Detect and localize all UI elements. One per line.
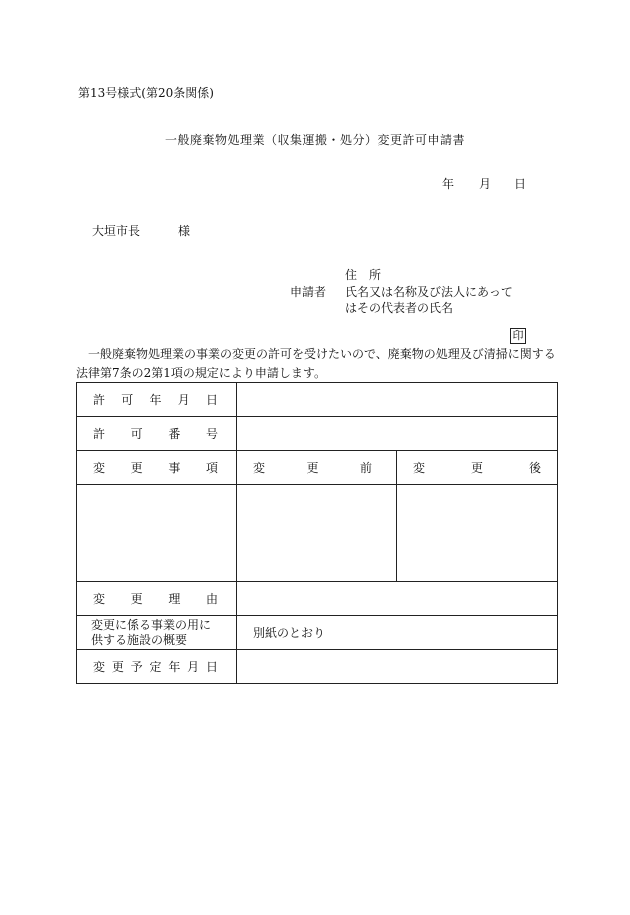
statement-text: 一般廃棄物処理業の事業の変更の許可を受けたいので、廃棄物の処理及び清掃に関する法律第7条の2第1項の規定により申請します。 <box>76 347 556 380</box>
date-month-label: 月 <box>479 177 492 191</box>
facility-label-line1: 変更に係る事業の用に <box>91 617 212 632</box>
label-char: 更 <box>470 461 483 475</box>
seal-mark: 印 <box>510 328 526 344</box>
date-day-label: 日 <box>514 177 527 191</box>
permit-date-field[interactable] <box>237 383 558 417</box>
label-char: 変 <box>253 461 266 475</box>
label-char: 号 <box>205 427 218 441</box>
table-row <box>77 582 558 616</box>
label-char: 更 <box>130 461 143 475</box>
after-change-header <box>397 451 558 485</box>
addressee-name: 大垣市長 <box>92 224 141 238</box>
table-row <box>77 616 558 650</box>
label-char: 更 <box>130 592 143 606</box>
label-char: 変 <box>93 461 106 475</box>
applicant-role-label: 申請者 <box>290 285 327 299</box>
label-char: 可 <box>121 393 134 407</box>
table-row <box>77 417 558 451</box>
permit-number-field[interactable] <box>237 417 558 451</box>
application-table <box>76 382 558 684</box>
label-char: 変 <box>413 461 426 475</box>
applicant-address-label: 住 所 <box>345 268 382 282</box>
label-char: 定 <box>149 660 162 674</box>
label-char: 事 <box>168 461 181 475</box>
label-char: 許 <box>93 393 106 407</box>
table-row <box>77 383 558 417</box>
permit-date-label <box>77 383 237 417</box>
label-char: 更 <box>111 660 124 674</box>
addressee <box>92 222 190 239</box>
facility-overview-label <box>77 616 237 650</box>
applicant-name-label-line2: はその代表者の氏名 <box>345 301 454 315</box>
table-row <box>77 451 558 485</box>
facility-overview-value: 別紙のとおり <box>253 626 326 640</box>
label-char: 日 <box>205 393 218 407</box>
label-char: 変 <box>93 592 106 606</box>
table-row <box>77 650 558 684</box>
label-char: 更 <box>306 461 319 475</box>
label-char: 日 <box>205 660 218 674</box>
date-year-label: 年 <box>442 177 455 191</box>
label-char: 項 <box>205 461 218 475</box>
label-char: 予 <box>130 660 143 674</box>
label-char: 理 <box>168 592 181 606</box>
label-char: 可 <box>130 427 143 441</box>
after-change-field[interactable] <box>397 485 558 582</box>
label-char: 月 <box>187 660 200 674</box>
label-char: 番 <box>168 427 181 441</box>
change-reason-label <box>77 582 237 616</box>
addressee-honorific: 様 <box>178 224 191 238</box>
change-item-label <box>77 451 237 485</box>
permit-number-label <box>77 417 237 451</box>
label-char: 月 <box>177 393 190 407</box>
change-item-field[interactable] <box>77 485 237 582</box>
label-char: 年 <box>168 660 181 674</box>
facility-overview-field[interactable] <box>237 616 558 650</box>
document-title: 一般廃棄物処理業（収集運搬・処分）変更許可申請書 <box>164 133 465 147</box>
scheduled-date-label <box>77 650 237 684</box>
label-char: 年 <box>149 393 162 407</box>
label-char: 許 <box>93 427 106 441</box>
label-char: 由 <box>205 592 218 606</box>
table-row <box>77 485 558 582</box>
form-number: 第13号様式(第20条関係) <box>78 86 214 100</box>
applicant-name-label-line1: 氏名又は名称及び法人にあって <box>345 285 513 299</box>
application-statement <box>76 345 556 383</box>
facility-label-line2: 供する施設の概要 <box>91 632 188 647</box>
before-change-field[interactable] <box>237 485 397 582</box>
scheduled-date-field[interactable] <box>237 650 558 684</box>
label-char: 変 <box>93 660 106 674</box>
label-char: 前 <box>359 461 372 475</box>
before-change-header <box>237 451 397 485</box>
change-reason-field[interactable] <box>237 582 558 616</box>
label-char: 後 <box>528 461 541 475</box>
